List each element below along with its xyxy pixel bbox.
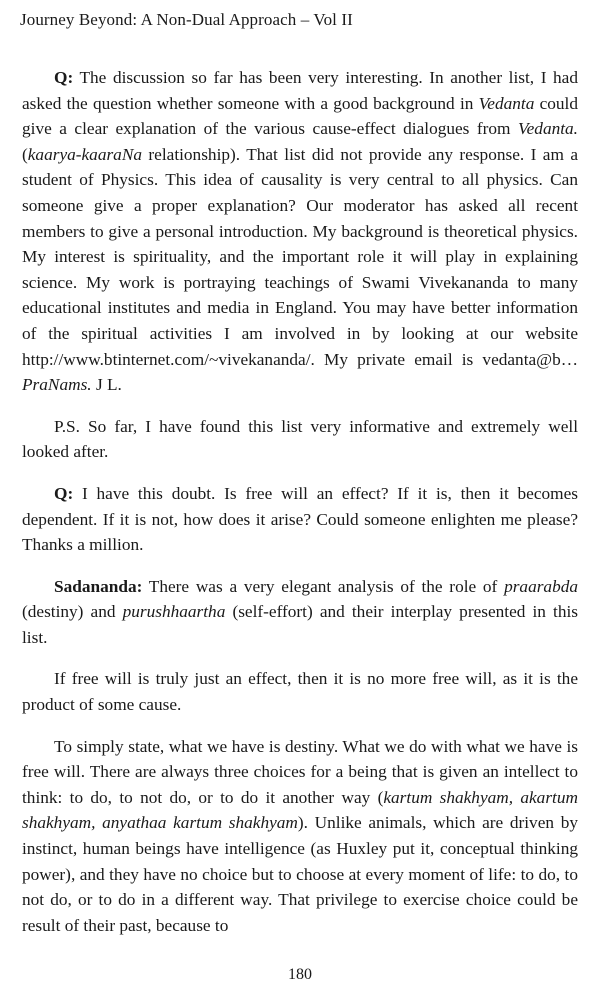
- paragraph-question-free-will: [22, 481, 578, 558]
- italic-term: Vedanta.: [518, 119, 578, 139]
- paragraph-question-causality: [22, 65, 578, 398]
- paragraph-answer-sadananda: [22, 574, 578, 651]
- text-run: J L.: [91, 375, 122, 395]
- running-header: Journey Beyond: A Non-Dual Approach – Vol II: [20, 10, 353, 29]
- text-run: (: [22, 144, 28, 164]
- paragraph-destiny-choice: [22, 734, 578, 939]
- paragraph-postscript: [22, 414, 578, 465]
- italic-term: PraNams.: [22, 375, 92, 395]
- text-run: The discussion so far has been very interesting. In another list, I had asked the question whether someone with a good background in: [22, 68, 578, 113]
- italic-term: kartum shakhyam, akartum shakhyam, anyathaa kartum shakhyam: [22, 787, 578, 833]
- text-run: If free will is truly just an effect, then it is no more free will, as it is the product of some cause.: [22, 669, 578, 715]
- text-run: There was a very elegant analysis of the role of: [142, 576, 505, 596]
- paragraph-free-will-effect: [22, 666, 578, 717]
- speaker-label: Q:: [54, 483, 74, 503]
- text-run: could give a clear explanation of the various cause-effect dialogues from: [22, 93, 578, 139]
- speaker-label: Sadananda:: [54, 576, 143, 596]
- text-run: ). Unlike animals, which are driven by instinct, human beings have intelligence (as Huxley put it, conceptual thinking power), and they have no choice but to choose at every moment of life: to do, to not do, or to do in a different way. That privilege to exercise choice could be result of their past, because to: [22, 813, 578, 935]
- italic-term: Vedanta: [478, 93, 535, 113]
- italic-term: kaarya-kaaraNa: [27, 144, 142, 164]
- italic-term: praarabda: [504, 576, 578, 596]
- text-run: (self-effort) and their interplay presented in this list.: [22, 602, 578, 647]
- body-text: [22, 65, 578, 954]
- text-run: (destiny) and: [22, 602, 123, 622]
- page-number: 180: [288, 966, 312, 983]
- text-run: I have this doubt. Is free will an effect? If it is, then it becomes dependent. If it is not, how does it arise? Could someone enlighten me please? Thanks a million.: [22, 483, 578, 555]
- text-run: relationship). That list did not provide any response. I am a student of Physics. This idea of causality is very central to all physics. Can someone give a proper explanation? Our moderator has asked all recent members to give a personal introduction. My background is theoretical physics. My interest is spirituality, and the important role it will play in explaining science. My work is portraying teachings of Swami Vivekananda to many educational institutes and media in England. You may have better information of the spiritual activities I am involved in by looking at our website http://www.btinternet.com/~vivekananda/. My private email is vedanta@b…: [22, 144, 578, 369]
- speaker-label: Q:: [54, 68, 74, 87]
- text-run: P.S. So far, I have found this list very informative and extremely well looked after.: [22, 416, 578, 462]
- text-run: To simply state, what we have is destiny. What we do with what we have is free will. There are always three choices for a being that is given an intellect to think: to do, to not do, or to do it another way (: [22, 736, 578, 807]
- italic-term: purushhaartha: [122, 602, 226, 622]
